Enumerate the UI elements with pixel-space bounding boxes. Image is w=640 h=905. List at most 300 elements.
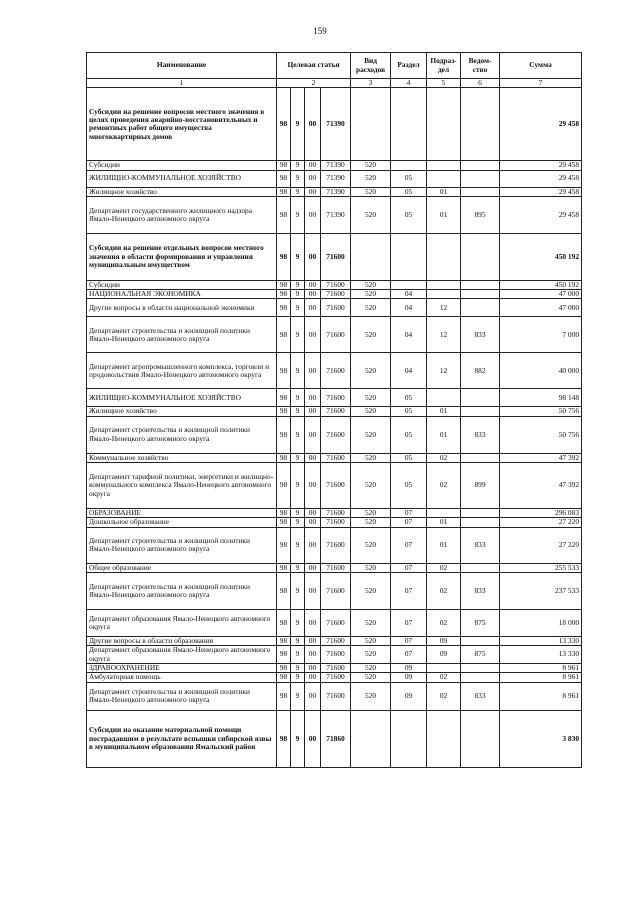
target-code: 71600: [321, 353, 351, 389]
target-part-3: 00: [305, 407, 321, 416]
department-cell: 875: [461, 609, 500, 636]
expense-type-cell: 520: [351, 299, 391, 317]
subsection-cell: 02: [427, 572, 461, 609]
target-part-1: 98: [277, 161, 291, 170]
subsection-cell: 01: [427, 187, 461, 196]
target-part-1: 98: [277, 280, 291, 289]
expense-type-cell: 520: [351, 407, 391, 416]
target-part-3: 00: [305, 233, 321, 280]
target-part-3: 00: [305, 353, 321, 389]
expense-type-cell: 520: [351, 416, 391, 453]
department-cell: 875: [461, 646, 500, 664]
subsection-cell: 02: [427, 682, 461, 710]
target-code: 71600: [321, 299, 351, 317]
department-cell: [461, 88, 500, 161]
target-part-3: 00: [305, 508, 321, 517]
row-name: Департамент строительства и жилищной политики Ямало-Ненецкого автономного округа: [87, 572, 277, 609]
row-name: Другие вопросы в области образования: [87, 636, 277, 645]
section-cell: 05: [391, 389, 427, 407]
table-row: [87, 161, 582, 170]
target-part-2: 9: [291, 636, 305, 645]
sum-cell: 13 330: [500, 646, 582, 664]
row-name: Жилищное хозяйство: [87, 407, 277, 416]
subsection-cell: 09: [427, 636, 461, 645]
subsection-cell: 02: [427, 453, 461, 462]
target-code: 71390: [321, 187, 351, 196]
section-cell: 05: [391, 453, 427, 462]
header-expense-type: Вид расходов: [351, 53, 391, 79]
expense-type-cell: 520: [351, 170, 391, 187]
target-part-3: 00: [305, 673, 321, 682]
department-cell: [461, 280, 500, 289]
expense-type-cell: 520: [351, 462, 391, 508]
target-part-2: 9: [291, 710, 305, 767]
target-part-2: 9: [291, 196, 305, 233]
sum-cell: 29 458: [500, 196, 582, 233]
expense-type-cell: 520: [351, 646, 391, 664]
target-part-1: 98: [277, 88, 291, 161]
target-part-2: 9: [291, 353, 305, 389]
subsection-cell: [427, 88, 461, 161]
target-part-2: 9: [291, 563, 305, 572]
expense-type-cell: 520: [351, 673, 391, 682]
department-cell: [461, 453, 500, 462]
target-part-2: 9: [291, 673, 305, 682]
target-code: 71600: [321, 572, 351, 609]
target-part-2: 9: [291, 233, 305, 280]
subsection-cell: [427, 170, 461, 187]
expense-type-cell: 520: [351, 527, 391, 563]
row-name: Общее образование: [87, 563, 277, 572]
expense-type-cell: 520: [351, 353, 391, 389]
target-code: 71600: [321, 453, 351, 462]
subsection-cell: 01: [427, 196, 461, 233]
target-part-2: 9: [291, 170, 305, 187]
expense-type-cell: 520: [351, 563, 391, 572]
sum-cell: 13 330: [500, 636, 582, 645]
target-part-1: 98: [277, 299, 291, 317]
target-part-2: 9: [291, 290, 305, 299]
target-part-2: 9: [291, 88, 305, 161]
subsection-cell: [427, 664, 461, 673]
sum-cell: 40 000: [500, 353, 582, 389]
row-name: Субсидии: [87, 161, 277, 170]
table-row: [87, 462, 582, 508]
row-name: Субсидии на оказание материальной помощи пострадавшим в результате вспышки сибирской язвы в муниципальном образовании Ямальский район: [87, 710, 277, 767]
table-row: [87, 453, 582, 462]
sum-cell: 47 392: [500, 462, 582, 508]
section-cell: [391, 280, 427, 289]
target-part-3: 00: [305, 317, 321, 353]
target-part-3: 00: [305, 664, 321, 673]
target-part-1: 98: [277, 563, 291, 572]
table-row: [87, 88, 582, 161]
target-part-3: 00: [305, 170, 321, 187]
department-cell: 833: [461, 317, 500, 353]
target-code: 71600: [321, 416, 351, 453]
sum-cell: 29 458: [500, 88, 582, 161]
target-part-3: 00: [305, 527, 321, 563]
target-part-3: 00: [305, 88, 321, 161]
target-part-3: 00: [305, 453, 321, 462]
section-cell: [391, 710, 427, 767]
sum-cell: 98 148: [500, 389, 582, 407]
expense-type-cell: 520: [351, 609, 391, 636]
expense-type-cell: 520: [351, 518, 391, 527]
row-name: ОБРАЗОВАНИЕ: [87, 508, 277, 517]
target-code: 71600: [321, 389, 351, 407]
target-part-1: 98: [277, 572, 291, 609]
sum-cell: 450 192: [500, 280, 582, 289]
department-cell: [461, 710, 500, 767]
target-part-3: 00: [305, 646, 321, 664]
table-row: [87, 646, 582, 664]
sum-cell: 296 083: [500, 508, 582, 517]
table-row: [87, 196, 582, 233]
target-part-3: 00: [305, 290, 321, 299]
target-part-2: 9: [291, 416, 305, 453]
table-row: [87, 563, 582, 572]
expense-type-cell: 520: [351, 196, 391, 233]
target-part-2: 9: [291, 389, 305, 407]
section-cell: 04: [391, 290, 427, 299]
page-number: 159: [313, 26, 327, 36]
target-part-1: 98: [277, 636, 291, 645]
header-target: Целевая статья: [277, 53, 351, 79]
target-part-1: 98: [277, 353, 291, 389]
table-row: [87, 290, 582, 299]
sum-cell: 7 000: [500, 317, 582, 353]
column-number: 3: [351, 79, 391, 88]
table-row: [87, 299, 582, 317]
target-part-3: 00: [305, 636, 321, 645]
row-name: Дошкольное образование: [87, 518, 277, 527]
expense-type-cell: 520: [351, 161, 391, 170]
header-name: Наименование: [87, 53, 277, 79]
row-name: Жилищное хозяйство: [87, 187, 277, 196]
section-cell: [391, 161, 427, 170]
section-cell: 09: [391, 682, 427, 710]
sum-cell: 8 961: [500, 682, 582, 710]
sum-cell: 29 458: [500, 187, 582, 196]
target-part-3: 00: [305, 389, 321, 407]
table-row: [87, 636, 582, 645]
target-code: 71860: [321, 710, 351, 767]
column-number: 4: [391, 79, 427, 88]
department-cell: [461, 170, 500, 187]
header-sum: Сумма: [500, 53, 582, 79]
target-part-2: 9: [291, 317, 305, 353]
section-cell: 07: [391, 563, 427, 572]
column-number: 7: [500, 79, 582, 88]
subsection-cell: [427, 233, 461, 280]
section-cell: 04: [391, 317, 427, 353]
subsection-cell: 12: [427, 353, 461, 389]
department-cell: [461, 636, 500, 645]
subsection-cell: 01: [427, 527, 461, 563]
target-code: 71600: [321, 233, 351, 280]
target-part-1: 98: [277, 646, 291, 664]
section-cell: 07: [391, 636, 427, 645]
section-cell: 04: [391, 299, 427, 317]
target-code: 71600: [321, 462, 351, 508]
row-name: Департамент образования Ямало-Ненецкого автономного округа: [87, 646, 277, 664]
expense-type-cell: 520: [351, 682, 391, 710]
row-name: Субсидии на решение вопросов местного значения в целях проведения аварийно-восстановительных и ремонтных работ общего имущества многоквартирных домов: [87, 88, 277, 161]
row-name: Департамент строительства и жилищной политики Ямало-Ненецкого автономного округа: [87, 527, 277, 563]
subsection-cell: [427, 508, 461, 517]
header-section: Раздел: [391, 53, 427, 79]
sum-cell: 47 392: [500, 453, 582, 462]
row-name: Департамент тарифной политики, энергетики и жилищно-коммунального комплекса Ямало-Ненецкого автономного округа: [87, 462, 277, 508]
subsection-cell: 01: [427, 518, 461, 527]
table-row: [87, 673, 582, 682]
column-number: 2: [277, 79, 351, 88]
table-row: [87, 710, 582, 767]
row-name: Департамент строительства и жилищной политики Ямало-Ненецкого автономного округа: [87, 416, 277, 453]
expense-type-cell: 520: [351, 508, 391, 517]
target-part-3: 00: [305, 280, 321, 289]
expense-type-cell: 520: [351, 664, 391, 673]
sum-cell: 450 192: [500, 233, 582, 280]
sum-cell: 50 756: [500, 416, 582, 453]
target-part-3: 00: [305, 518, 321, 527]
section-cell: 07: [391, 609, 427, 636]
target-code: 71600: [321, 290, 351, 299]
target-part-1: 98: [277, 416, 291, 453]
target-part-1: 98: [277, 317, 291, 353]
subsection-cell: 12: [427, 317, 461, 353]
target-part-2: 9: [291, 508, 305, 517]
row-name: Амбулаторная помощь: [87, 673, 277, 682]
department-cell: [461, 290, 500, 299]
subsection-cell: 02: [427, 462, 461, 508]
table-row: [87, 280, 582, 289]
row-name: Департамент государственного жилищного надзора Ямало-Ненецкого автономного округа: [87, 196, 277, 233]
sum-cell: 27 220: [500, 518, 582, 527]
target-part-1: 98: [277, 710, 291, 767]
table-row: [87, 187, 582, 196]
sum-cell: 50 756: [500, 407, 582, 416]
section-cell: 09: [391, 664, 427, 673]
department-cell: 833: [461, 416, 500, 453]
section-cell: 05: [391, 187, 427, 196]
department-cell: [461, 563, 500, 572]
table-row: [87, 407, 582, 416]
table-row: [87, 317, 582, 353]
sum-cell: 3 830: [500, 710, 582, 767]
row-name: НАЦИОНАЛЬНАЯ ЭКОНОМИКА: [87, 290, 277, 299]
department-cell: 833: [461, 572, 500, 609]
target-part-3: 00: [305, 299, 321, 317]
sum-cell: 18 000: [500, 609, 582, 636]
target-part-1: 98: [277, 518, 291, 527]
target-part-3: 00: [305, 563, 321, 572]
target-code: 71600: [321, 317, 351, 353]
target-code: 71600: [321, 664, 351, 673]
department-cell: 882: [461, 353, 500, 389]
table-row: [87, 518, 582, 527]
header-department: Ведом-ство: [461, 53, 500, 79]
section-cell: 07: [391, 572, 427, 609]
section-cell: 09: [391, 673, 427, 682]
subsection-cell: [427, 389, 461, 407]
subsection-cell: 01: [427, 407, 461, 416]
table-row: [87, 664, 582, 673]
target-code: 71390: [321, 161, 351, 170]
target-code: 71600: [321, 646, 351, 664]
table-row: [87, 609, 582, 636]
target-part-1: 98: [277, 609, 291, 636]
section-cell: 05: [391, 416, 427, 453]
target-part-2: 9: [291, 682, 305, 710]
header-subsection: Подраз-дел: [427, 53, 461, 79]
subsection-cell: 09: [427, 646, 461, 664]
table-row: [87, 353, 582, 389]
table-row: [87, 233, 582, 280]
subsection-cell: [427, 290, 461, 299]
expense-type-cell: 520: [351, 389, 391, 407]
target-part-1: 98: [277, 664, 291, 673]
target-code: 71600: [321, 407, 351, 416]
column-number: 1: [87, 79, 277, 88]
target-part-2: 9: [291, 609, 305, 636]
target-code: 71600: [321, 563, 351, 572]
budget-table: [86, 52, 582, 768]
department-cell: [461, 518, 500, 527]
target-code: 71600: [321, 527, 351, 563]
sum-cell: 29 458: [500, 161, 582, 170]
table-row: [87, 572, 582, 609]
target-code: 71600: [321, 518, 351, 527]
department-cell: [461, 233, 500, 280]
target-code: 71600: [321, 609, 351, 636]
target-code: 71600: [321, 636, 351, 645]
target-part-1: 98: [277, 462, 291, 508]
target-part-3: 00: [305, 416, 321, 453]
target-part-1: 98: [277, 389, 291, 407]
subsection-cell: 02: [427, 563, 461, 572]
row-name: Субсидии на решение отдельных вопросов местного значения в области формирования и управления муниципальным имуществом: [87, 233, 277, 280]
target-part-3: 00: [305, 196, 321, 233]
sum-cell: 8 961: [500, 664, 582, 673]
department-cell: [461, 673, 500, 682]
expense-type-cell: 520: [351, 290, 391, 299]
target-part-1: 98: [277, 196, 291, 233]
sum-cell: 237 533: [500, 572, 582, 609]
expense-type-cell: 520: [351, 572, 391, 609]
table-row: [87, 389, 582, 407]
table-row: [87, 170, 582, 187]
subsection-cell: 02: [427, 609, 461, 636]
department-cell: 833: [461, 527, 500, 563]
table-row: [87, 416, 582, 453]
target-part-3: 00: [305, 161, 321, 170]
target-part-1: 98: [277, 290, 291, 299]
section-cell: [391, 88, 427, 161]
target-code: 71390: [321, 196, 351, 233]
expense-type-cell: 520: [351, 187, 391, 196]
sum-cell: 47 000: [500, 299, 582, 317]
subsection-cell: 02: [427, 673, 461, 682]
department-cell: 895: [461, 196, 500, 233]
target-part-2: 9: [291, 572, 305, 609]
department-cell: [461, 389, 500, 407]
target-part-3: 00: [305, 682, 321, 710]
row-name: Департамент строительства и жилищной политики Ямало-Ненецкого автономного округа: [87, 682, 277, 710]
sum-cell: 47 000: [500, 290, 582, 299]
section-cell: 04: [391, 353, 427, 389]
row-name: Департамент агропромышленного комплекса, торговли и продовольствия Ямало-Ненецкого автономного округа: [87, 353, 277, 389]
target-part-3: 00: [305, 187, 321, 196]
department-cell: 899: [461, 462, 500, 508]
target-part-1: 98: [277, 453, 291, 462]
target-part-2: 9: [291, 407, 305, 416]
target-part-3: 00: [305, 572, 321, 609]
department-cell: [461, 508, 500, 517]
column-number: 5: [427, 79, 461, 88]
target-code: 71600: [321, 673, 351, 682]
row-name: ЖИЛИЩНО-КОММУНАЛЬНОЕ ХОЗЯЙСТВО: [87, 170, 277, 187]
row-name: Другие вопросы в области национальной экономики: [87, 299, 277, 317]
section-cell: 07: [391, 508, 427, 517]
target-part-1: 98: [277, 682, 291, 710]
expense-type-cell: 520: [351, 280, 391, 289]
target-part-1: 98: [277, 233, 291, 280]
target-part-1: 98: [277, 187, 291, 196]
target-part-2: 9: [291, 161, 305, 170]
section-cell: 07: [391, 646, 427, 664]
subsection-cell: [427, 280, 461, 289]
row-name: Департамент образования Ямало-Ненецкого автономного округа: [87, 609, 277, 636]
table-row: [87, 527, 582, 563]
expense-type-cell: [351, 88, 391, 161]
section-cell: 05: [391, 196, 427, 233]
subsection-cell: [427, 710, 461, 767]
target-part-2: 9: [291, 280, 305, 289]
sum-cell: 29 458: [500, 170, 582, 187]
target-part-1: 98: [277, 508, 291, 517]
row-name: ЖИЛИЩНО-КОММУНАЛЬНОЕ ХОЗЯЙСТВО: [87, 389, 277, 407]
target-part-1: 98: [277, 527, 291, 563]
sum-cell: 255 533: [500, 563, 582, 572]
target-part-2: 9: [291, 518, 305, 527]
section-cell: 05: [391, 407, 427, 416]
expense-type-cell: 520: [351, 317, 391, 353]
target-part-2: 9: [291, 646, 305, 664]
subsection-cell: [427, 161, 461, 170]
target-code: 71600: [321, 280, 351, 289]
target-code: 71600: [321, 508, 351, 517]
subsection-cell: 01: [427, 416, 461, 453]
section-cell: 05: [391, 462, 427, 508]
target-code: 71390: [321, 88, 351, 161]
sum-cell: 8 961: [500, 673, 582, 682]
column-number: 6: [461, 79, 500, 88]
section-cell: 07: [391, 527, 427, 563]
department-cell: [461, 161, 500, 170]
target-part-2: 9: [291, 462, 305, 508]
expense-type-cell: [351, 233, 391, 280]
target-part-2: 9: [291, 664, 305, 673]
target-part-2: 9: [291, 299, 305, 317]
target-part-3: 00: [305, 462, 321, 508]
target-part-2: 9: [291, 527, 305, 563]
department-cell: [461, 664, 500, 673]
expense-type-cell: 520: [351, 453, 391, 462]
target-part-3: 00: [305, 609, 321, 636]
sum-cell: 27 220: [500, 527, 582, 563]
